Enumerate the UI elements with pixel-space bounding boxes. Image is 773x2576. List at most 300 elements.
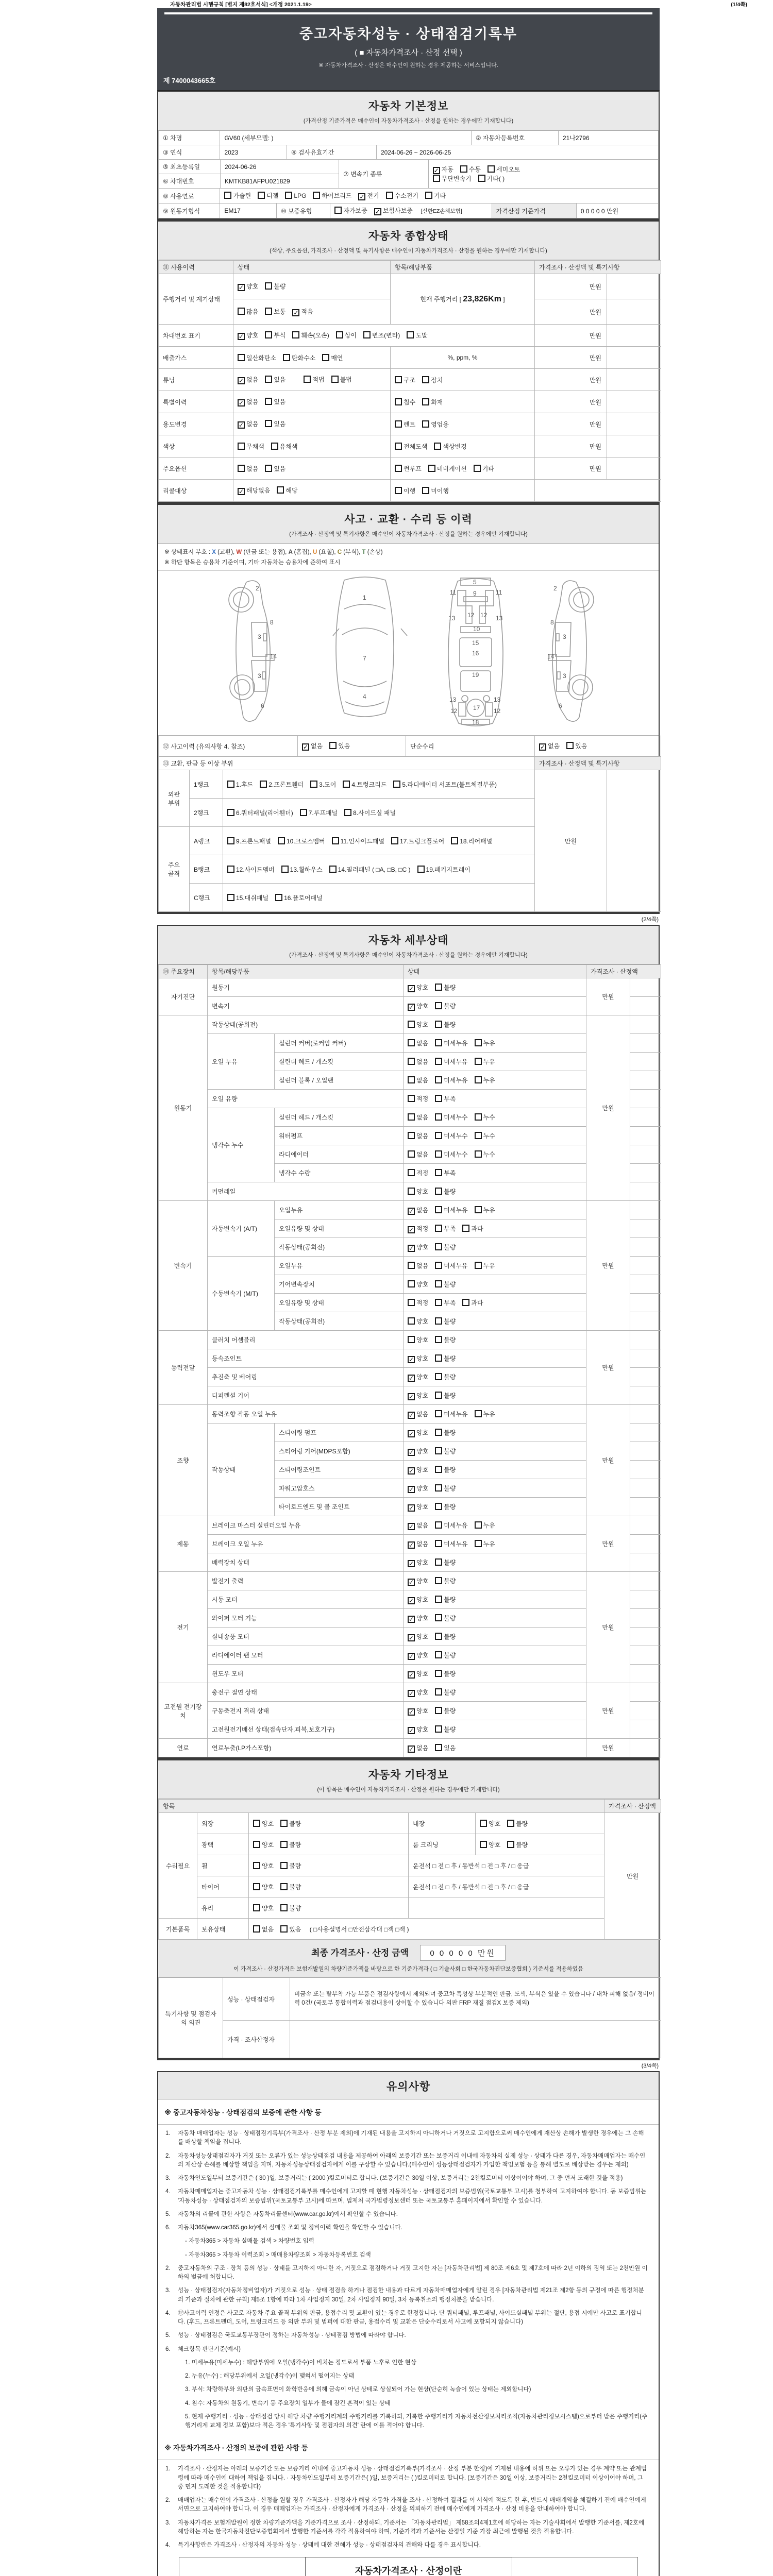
table-row <box>159 274 661 299</box>
checkbox[interactable] <box>435 1039 442 1046</box>
checkbox[interactable] <box>435 1651 442 1658</box>
checkbox[interactable] <box>408 1076 415 1083</box>
checkbox[interactable] <box>435 1540 442 1547</box>
checkbox[interactable] <box>280 1904 288 1911</box>
checkbox[interactable] <box>435 1225 442 1232</box>
detail-state-table <box>158 964 659 1757</box>
checkbox[interactable] <box>475 1058 482 1065</box>
checkbox[interactable]: ✓ <box>239 284 244 291</box>
checkbox[interactable] <box>253 1904 260 1911</box>
checkbox[interactable] <box>344 809 351 816</box>
notice-subitem-text: 5. 현재 주행거리 · 성능 · 상태점검 당시 해당 차량 주행거리계의 주행거리를 기록하되, 기록한 주행거리가 자동차전산정보처리조직(자동차관리정보시스템)으로부터 받은 주행거리(주행거리계 교체 정보 포함)보다 적은 경우 '특기사항 및 점검자의 의견' 란에 이를 적어야 합니다. <box>185 2413 648 2429</box>
checkbox[interactable]: ✓ <box>409 1597 414 1604</box>
checkbox[interactable] <box>435 1095 442 1102</box>
checkbox[interactable] <box>407 331 414 338</box>
checkbox[interactable] <box>422 487 429 494</box>
checkbox[interactable]: ✓ <box>409 1448 414 1456</box>
checkbox[interactable] <box>280 1820 288 1827</box>
table-cell: 오일누유 <box>275 1201 404 1219</box>
checkbox[interactable] <box>292 331 299 338</box>
checkbox[interactable] <box>425 192 432 199</box>
checkbox[interactable] <box>271 443 278 450</box>
table-cell: 조향 <box>159 1405 208 1516</box>
checkbox[interactable] <box>435 1317 442 1325</box>
checkbox-group <box>408 1411 502 1418</box>
checkbox-group <box>395 377 449 384</box>
checkbox[interactable] <box>435 1744 442 1751</box>
checkbox[interactable] <box>435 1299 442 1306</box>
checkbox[interactable] <box>433 175 440 182</box>
checkbox[interactable] <box>408 1021 415 1028</box>
notice-title-band <box>158 2072 659 2099</box>
checkbox[interactable] <box>253 1841 260 1848</box>
table-row <box>159 1590 661 1609</box>
table-cell <box>404 1535 586 1553</box>
notice-item-number: 4. <box>165 2189 171 2195</box>
checkbox[interactable] <box>435 1484 442 1492</box>
checkbox-option <box>238 375 258 384</box>
checkbox-group <box>395 465 501 472</box>
checkbox[interactable] <box>435 1058 442 1065</box>
checkbox[interactable]: ✓ <box>239 399 244 406</box>
overall-state-table <box>158 260 659 502</box>
checkbox[interactable] <box>253 1862 260 1869</box>
checkbox-group <box>253 1884 308 1891</box>
checkbox[interactable] <box>435 1577 442 1584</box>
checkbox[interactable] <box>300 809 307 816</box>
checkbox[interactable] <box>395 487 402 494</box>
checkbox[interactable] <box>258 192 265 199</box>
checkbox[interactable]: ✓ <box>239 377 244 384</box>
checkbox[interactable] <box>435 1596 442 1603</box>
checkbox[interactable] <box>488 165 495 173</box>
checkbox[interactable] <box>275 894 282 901</box>
checkbox[interactable] <box>336 331 343 338</box>
checkbox[interactable]: ✓ <box>409 1467 414 1475</box>
checkbox[interactable] <box>435 1670 442 1677</box>
table-cell <box>607 299 661 325</box>
checkbox-option <box>280 1861 301 1870</box>
checkbox[interactable] <box>475 1410 482 1417</box>
checkbox[interactable] <box>435 1262 442 1269</box>
state-symbol-legend: ※ 상태표시 부호 : X (교환), W (판금 또는 용접), A (흠집), U (요철), C (부식), T (손상) <box>164 549 383 555</box>
checkbox[interactable] <box>408 1095 415 1102</box>
basic-info-table <box>158 130 659 218</box>
checkbox[interactable] <box>408 1132 415 1139</box>
checkbox[interactable] <box>395 420 402 428</box>
checkbox[interactable] <box>475 1132 482 1139</box>
checkbox[interactable] <box>435 1633 442 1640</box>
notice-item <box>165 2309 649 2327</box>
checkbox[interactable] <box>435 1021 442 1028</box>
checkbox[interactable]: ✓ <box>409 1226 414 1233</box>
table-cell <box>630 1368 661 1386</box>
checkbox[interactable] <box>417 866 425 873</box>
checkbox[interactable] <box>435 1150 442 1158</box>
checkbox[interactable] <box>462 1225 469 1232</box>
checkbox[interactable] <box>435 1614 442 1621</box>
checkbox[interactable]: ✓ <box>409 1726 414 1734</box>
checkbox[interactable] <box>391 837 398 844</box>
checkbox[interactable] <box>408 1280 415 1287</box>
table-cell <box>404 1442 586 1461</box>
checkbox[interactable] <box>435 1243 442 1250</box>
checkbox[interactable] <box>343 781 350 788</box>
checkbox[interactable] <box>435 1188 442 1195</box>
checkbox-option <box>393 780 497 789</box>
checkbox-label: 적정 <box>416 1095 429 1103</box>
checkbox[interactable] <box>238 465 245 472</box>
checkbox[interactable] <box>329 866 337 873</box>
notice-subitem <box>173 2237 649 2246</box>
checkbox-option <box>507 1819 528 1828</box>
checkbox-label: 18.리어패널 <box>460 837 493 845</box>
checkbox[interactable] <box>435 1558 442 1566</box>
checkbox[interactable] <box>329 742 337 749</box>
checkbox[interactable]: ✓ <box>293 309 299 316</box>
checkbox-label: 훼손(오손) <box>301 332 329 339</box>
checkbox[interactable] <box>395 376 402 383</box>
table-cell: 광택 <box>197 1834 249 1855</box>
checkbox-option <box>408 1020 428 1029</box>
checkbox[interactable] <box>313 192 320 199</box>
checkbox[interactable] <box>474 465 481 472</box>
svg-text:3: 3 <box>257 672 261 680</box>
checkbox-option <box>227 893 268 902</box>
checkbox[interactable] <box>322 354 329 361</box>
checkbox[interactable] <box>395 398 402 405</box>
table-header-row <box>159 757 661 770</box>
checkbox[interactable] <box>332 837 339 844</box>
checkbox[interactable] <box>408 1150 415 1158</box>
checkbox[interactable]: ✓ <box>409 1207 414 1215</box>
notice-item-number: 1. <box>165 2466 171 2472</box>
checkbox[interactable] <box>480 1841 487 1848</box>
checkbox[interactable] <box>283 354 290 361</box>
checkbox[interactable] <box>224 192 231 199</box>
detail-title: 자동차 세부상태 <box>368 935 449 946</box>
checkbox[interactable] <box>422 398 429 405</box>
checkbox[interactable] <box>253 1820 260 1827</box>
checkbox[interactable] <box>507 1820 514 1827</box>
inspector-opinion-text: 비금속 또는 탈부착 가능 부품은 점검사항에서 제외되며 중고차 특성상 부분적인 판금, 도색, 부식은 있을 수 있습니다 / 내차 피해 없음/ 정비이력 0건/ (국토부 통합이력과 점검내용이 상이할 수 있습니다 외판 FRP 재질 점검X 보증 제외) <box>290 1978 661 2021</box>
checkbox-label: 불량 <box>444 984 456 991</box>
checkbox-option <box>435 1502 456 1511</box>
checkbox-label: 11.인사이드패널 <box>340 837 384 845</box>
checkbox[interactable]: ✓ <box>409 1689 414 1697</box>
checkbox[interactable] <box>435 1206 442 1213</box>
checkbox[interactable] <box>475 1206 482 1213</box>
checkbox-option <box>280 1840 301 1849</box>
checkbox[interactable] <box>462 1299 469 1306</box>
checkbox[interactable] <box>435 1280 442 1287</box>
checkbox-group <box>408 1652 462 1659</box>
checkbox[interactable] <box>435 1447 442 1454</box>
checkbox[interactable] <box>435 1002 442 1009</box>
table-cell <box>630 1646 661 1665</box>
checkbox[interactable] <box>310 781 317 788</box>
checkbox[interactable] <box>435 1688 442 1696</box>
checkbox-option <box>300 808 338 817</box>
checkbox-option <box>435 1335 456 1344</box>
checkbox[interactable] <box>253 1925 260 1933</box>
checkbox-option <box>408 1410 428 1419</box>
table-cell: 오일 누유 <box>208 1034 275 1090</box>
checkbox[interactable] <box>566 742 574 749</box>
checkbox-group <box>408 1207 502 1214</box>
checkbox[interactable] <box>331 376 339 383</box>
notice-title: 유의사항 <box>386 2081 431 2093</box>
checkbox[interactable] <box>435 1113 442 1121</box>
checkbox-option <box>227 808 293 817</box>
checkbox-group <box>408 1559 462 1566</box>
checkbox[interactable] <box>395 443 402 450</box>
checkbox[interactable] <box>253 1883 260 1890</box>
checkbox[interactable] <box>227 894 234 901</box>
checkbox[interactable] <box>475 1039 482 1046</box>
notice-item-number: 2. <box>165 2153 171 2159</box>
checkbox[interactable]: ✓ <box>239 488 244 495</box>
table-cell: 전기 <box>159 1572 208 1683</box>
table-row <box>159 1405 661 1423</box>
checkbox[interactable]: ✓ <box>409 985 414 992</box>
checkbox[interactable] <box>363 331 371 338</box>
checkbox[interactable] <box>408 1039 415 1046</box>
checkbox[interactable]: ✓ <box>409 1355 414 1363</box>
checkbox[interactable] <box>408 1169 415 1176</box>
checkbox-group <box>408 1132 502 1140</box>
checkbox[interactable] <box>422 376 429 383</box>
checkbox[interactable] <box>386 192 393 199</box>
checkbox-option <box>322 353 343 362</box>
checkbox[interactable] <box>435 1707 442 1714</box>
checkbox[interactable] <box>408 1058 415 1065</box>
checkbox[interactable] <box>480 1820 487 1827</box>
checkbox-option <box>460 165 481 174</box>
checkbox[interactable]: ✓ <box>409 1671 414 1679</box>
notice-item-number: 3. <box>165 2519 171 2526</box>
checkbox-option <box>480 1840 500 1849</box>
table-cell: 충전구 절연 상태 <box>208 1683 404 1702</box>
checkbox[interactable] <box>227 809 234 816</box>
checkbox[interactable]: ✓ <box>409 1708 414 1716</box>
checkbox[interactable] <box>265 331 272 338</box>
svg-text:13: 13 <box>448 615 455 622</box>
notice-subitem <box>173 2399 649 2408</box>
checkbox-option <box>253 1840 274 1849</box>
checkbox[interactable]: ✓ <box>540 743 546 751</box>
checkbox[interactable]: ✓ <box>409 1374 414 1382</box>
checkbox[interactable] <box>435 1336 442 1343</box>
checkbox[interactable] <box>265 420 272 427</box>
checkbox[interactable] <box>227 781 234 788</box>
checkbox-group <box>238 420 292 428</box>
checkbox-group <box>253 1862 308 1870</box>
checkbox[interactable] <box>435 1521 442 1529</box>
checkbox[interactable] <box>435 1076 442 1083</box>
checkbox-group <box>408 1225 490 1232</box>
checkbox[interactable]: ✓ <box>409 1393 414 1400</box>
checkbox[interactable] <box>434 443 441 450</box>
car-diagram <box>158 571 659 736</box>
table-cell: 윈도우 모터 <box>208 1665 404 1683</box>
table-cell <box>607 391 661 413</box>
checkbox[interactable] <box>475 1540 482 1547</box>
checkbox[interactable] <box>475 1076 482 1083</box>
checkbox-option <box>277 486 297 495</box>
checkbox[interactable] <box>422 420 429 428</box>
checkbox[interactable] <box>278 837 285 844</box>
checkbox[interactable] <box>238 354 245 361</box>
checkbox-group <box>304 376 358 383</box>
checkbox[interactable] <box>280 1841 288 1848</box>
table-cell: 만원 <box>586 1739 630 1757</box>
checkbox[interactable]: ✓ <box>409 1745 414 1753</box>
checkbox-option <box>408 1539 428 1549</box>
checkbox[interactable] <box>280 1862 288 1869</box>
checkbox-option <box>344 808 396 817</box>
checkbox-label: 없음 <box>416 1521 429 1529</box>
checkbox[interactable] <box>460 165 467 173</box>
checkbox[interactable]: ✓ <box>433 167 439 174</box>
checkbox-option <box>507 1840 528 1849</box>
checkbox[interactable] <box>428 465 435 472</box>
svg-text:15: 15 <box>472 639 479 647</box>
table-cell <box>630 1331 661 1349</box>
checkbox[interactable]: ✓ <box>409 1244 414 1252</box>
table-cell <box>535 736 661 756</box>
model-year-value: 2023 <box>220 145 287 160</box>
etc-subtitle: (이 항목은 매수인이 자동차가격조사 · 산정을 원하는 경우에만 기재합니다) <box>317 1787 500 1793</box>
checkbox[interactable] <box>408 1113 415 1121</box>
checkbox-label: 있음 <box>338 742 350 750</box>
checkbox[interactable] <box>280 1925 288 1933</box>
checkbox[interactable] <box>451 837 458 844</box>
checkbox-label: 양호 <box>416 1281 429 1288</box>
checkbox[interactable]: ✓ <box>409 1615 414 1623</box>
checkbox[interactable] <box>478 175 485 182</box>
checkbox[interactable] <box>435 1354 442 1362</box>
checkbox[interactable] <box>435 1725 442 1733</box>
checkbox[interactable] <box>280 1883 288 1890</box>
checkbox-label: 구조 <box>404 376 416 384</box>
checkbox-label: 17.트렁크플로어 <box>399 837 445 845</box>
checkbox[interactable] <box>507 1841 514 1848</box>
checkbox-label: 매연 <box>331 354 343 362</box>
checkbox[interactable] <box>281 866 289 873</box>
table-cell <box>404 1572 586 1590</box>
checkbox[interactable]: ✓ <box>409 1578 414 1586</box>
checkbox[interactable] <box>260 781 267 788</box>
checkbox[interactable] <box>393 781 400 788</box>
inspector-opinion-table <box>158 1977 659 2058</box>
checkbox-option <box>408 1298 428 1307</box>
checkbox[interactable]: ✓ <box>409 1560 414 1567</box>
checkbox[interactable] <box>265 308 272 315</box>
svg-text:3: 3 <box>257 633 261 640</box>
checkbox-label: 양호 <box>262 1862 274 1870</box>
checkbox[interactable]: ✓ <box>359 193 365 200</box>
table-cell <box>404 1201 586 1219</box>
fuel-type-label: ⑧ 사용연료 <box>159 189 220 204</box>
checkbox[interactable] <box>238 443 245 450</box>
checkbox[interactable] <box>435 1429 442 1436</box>
detail-table <box>158 964 661 1757</box>
checkbox[interactable] <box>227 837 234 844</box>
checkbox[interactable] <box>435 1373 442 1380</box>
checkbox[interactable]: ✓ <box>409 1504 414 1512</box>
checkbox[interactable]: ✓ <box>409 1485 414 1493</box>
checkbox[interactable] <box>334 207 342 214</box>
checkbox[interactable]: ✓ <box>409 1003 414 1011</box>
checkbox[interactable]: ✓ <box>409 1522 414 1530</box>
checkbox-label: 미세누유 <box>444 1058 468 1065</box>
checkbox[interactable]: ✓ <box>409 1652 414 1660</box>
checkbox[interactable] <box>395 465 402 472</box>
checkbox[interactable] <box>435 1392 442 1399</box>
checkbox[interactable] <box>435 984 442 991</box>
checkbox[interactable] <box>285 192 292 199</box>
checkbox[interactable] <box>435 1410 442 1417</box>
checkbox-option <box>475 1206 495 1214</box>
checkbox[interactable]: ✓ <box>409 1430 414 1437</box>
checkbox[interactable] <box>408 1188 415 1195</box>
checkbox[interactable] <box>475 1150 482 1158</box>
checkbox[interactable] <box>435 1466 442 1473</box>
final-price-note: 이 가격조사 · 산정가격은 보험개발원의 차량기준가액을 바탕으로 한 기준가격과 ( □ 기술사회 □ 한국자동차진단보증협회 ) 기준서를 적용하였음 <box>233 1966 583 1972</box>
checkbox-label: 미세누유 <box>444 1540 468 1548</box>
table-cell: 주요 골격 <box>159 827 190 912</box>
checkbox[interactable] <box>475 1262 482 1269</box>
checkbox-label: 양호 <box>416 1670 429 1677</box>
checkbox[interactable]: ✓ <box>409 1411 414 1419</box>
checkbox[interactable]: ✓ <box>409 1634 414 1641</box>
checkbox[interactable] <box>475 1113 482 1121</box>
checkbox[interactable] <box>304 376 311 383</box>
table-row <box>159 1919 661 1940</box>
checkbox[interactable] <box>265 282 272 290</box>
checkbox[interactable] <box>238 308 245 315</box>
checkbox[interactable] <box>277 486 284 494</box>
checkbox-option <box>265 419 285 428</box>
checkbox[interactable] <box>265 376 272 383</box>
table-cell: 외판 부위 <box>159 770 190 827</box>
checkbox[interactable]: ✓ <box>239 421 244 429</box>
checkbox[interactable] <box>475 1521 482 1529</box>
checkbox[interactable]: ✓ <box>409 1541 414 1549</box>
appraiser-opinion-text <box>290 2021 661 2058</box>
checkbox[interactable] <box>408 1336 415 1343</box>
checkbox[interactable] <box>265 398 272 405</box>
table-cell <box>404 1294 586 1312</box>
checkbox[interactable] <box>227 866 234 873</box>
checkbox[interactable] <box>265 465 272 472</box>
checkbox[interactable] <box>408 1262 415 1269</box>
checkbox[interactable] <box>435 1169 442 1176</box>
notice-subitem <box>173 2413 649 2431</box>
notice-item-text: 자동차가격은 보험개발원이 정한 차량기준가액을 기준가격으로 조사 · 산정하되, 기준서는 「자동차관리법」 제58조의4제1호에 해당하는 자는 기술사회에서 발행한 기준서를, 제2호에 해당하는 자는 한국자동차진단보증협회에서 발행한 기준서를 각각 적용하여야 하며, 기준가격과 기준서는 산정일 기준 가장 최근에 발행된 것을 적용합니다. <box>178 2519 645 2535</box>
checkbox[interactable]: ✓ <box>239 333 244 340</box>
checkbox[interactable]: ✓ <box>375 208 380 215</box>
checkbox[interactable] <box>435 1132 442 1139</box>
checkbox[interactable] <box>408 1299 415 1306</box>
checkbox-label: 없음 <box>548 742 560 750</box>
checkbox[interactable] <box>435 1503 442 1510</box>
checkbox[interactable] <box>408 1317 415 1325</box>
overall-title-band <box>158 222 659 260</box>
checkbox-option <box>332 837 384 845</box>
checkbox[interactable]: ✓ <box>303 743 309 751</box>
